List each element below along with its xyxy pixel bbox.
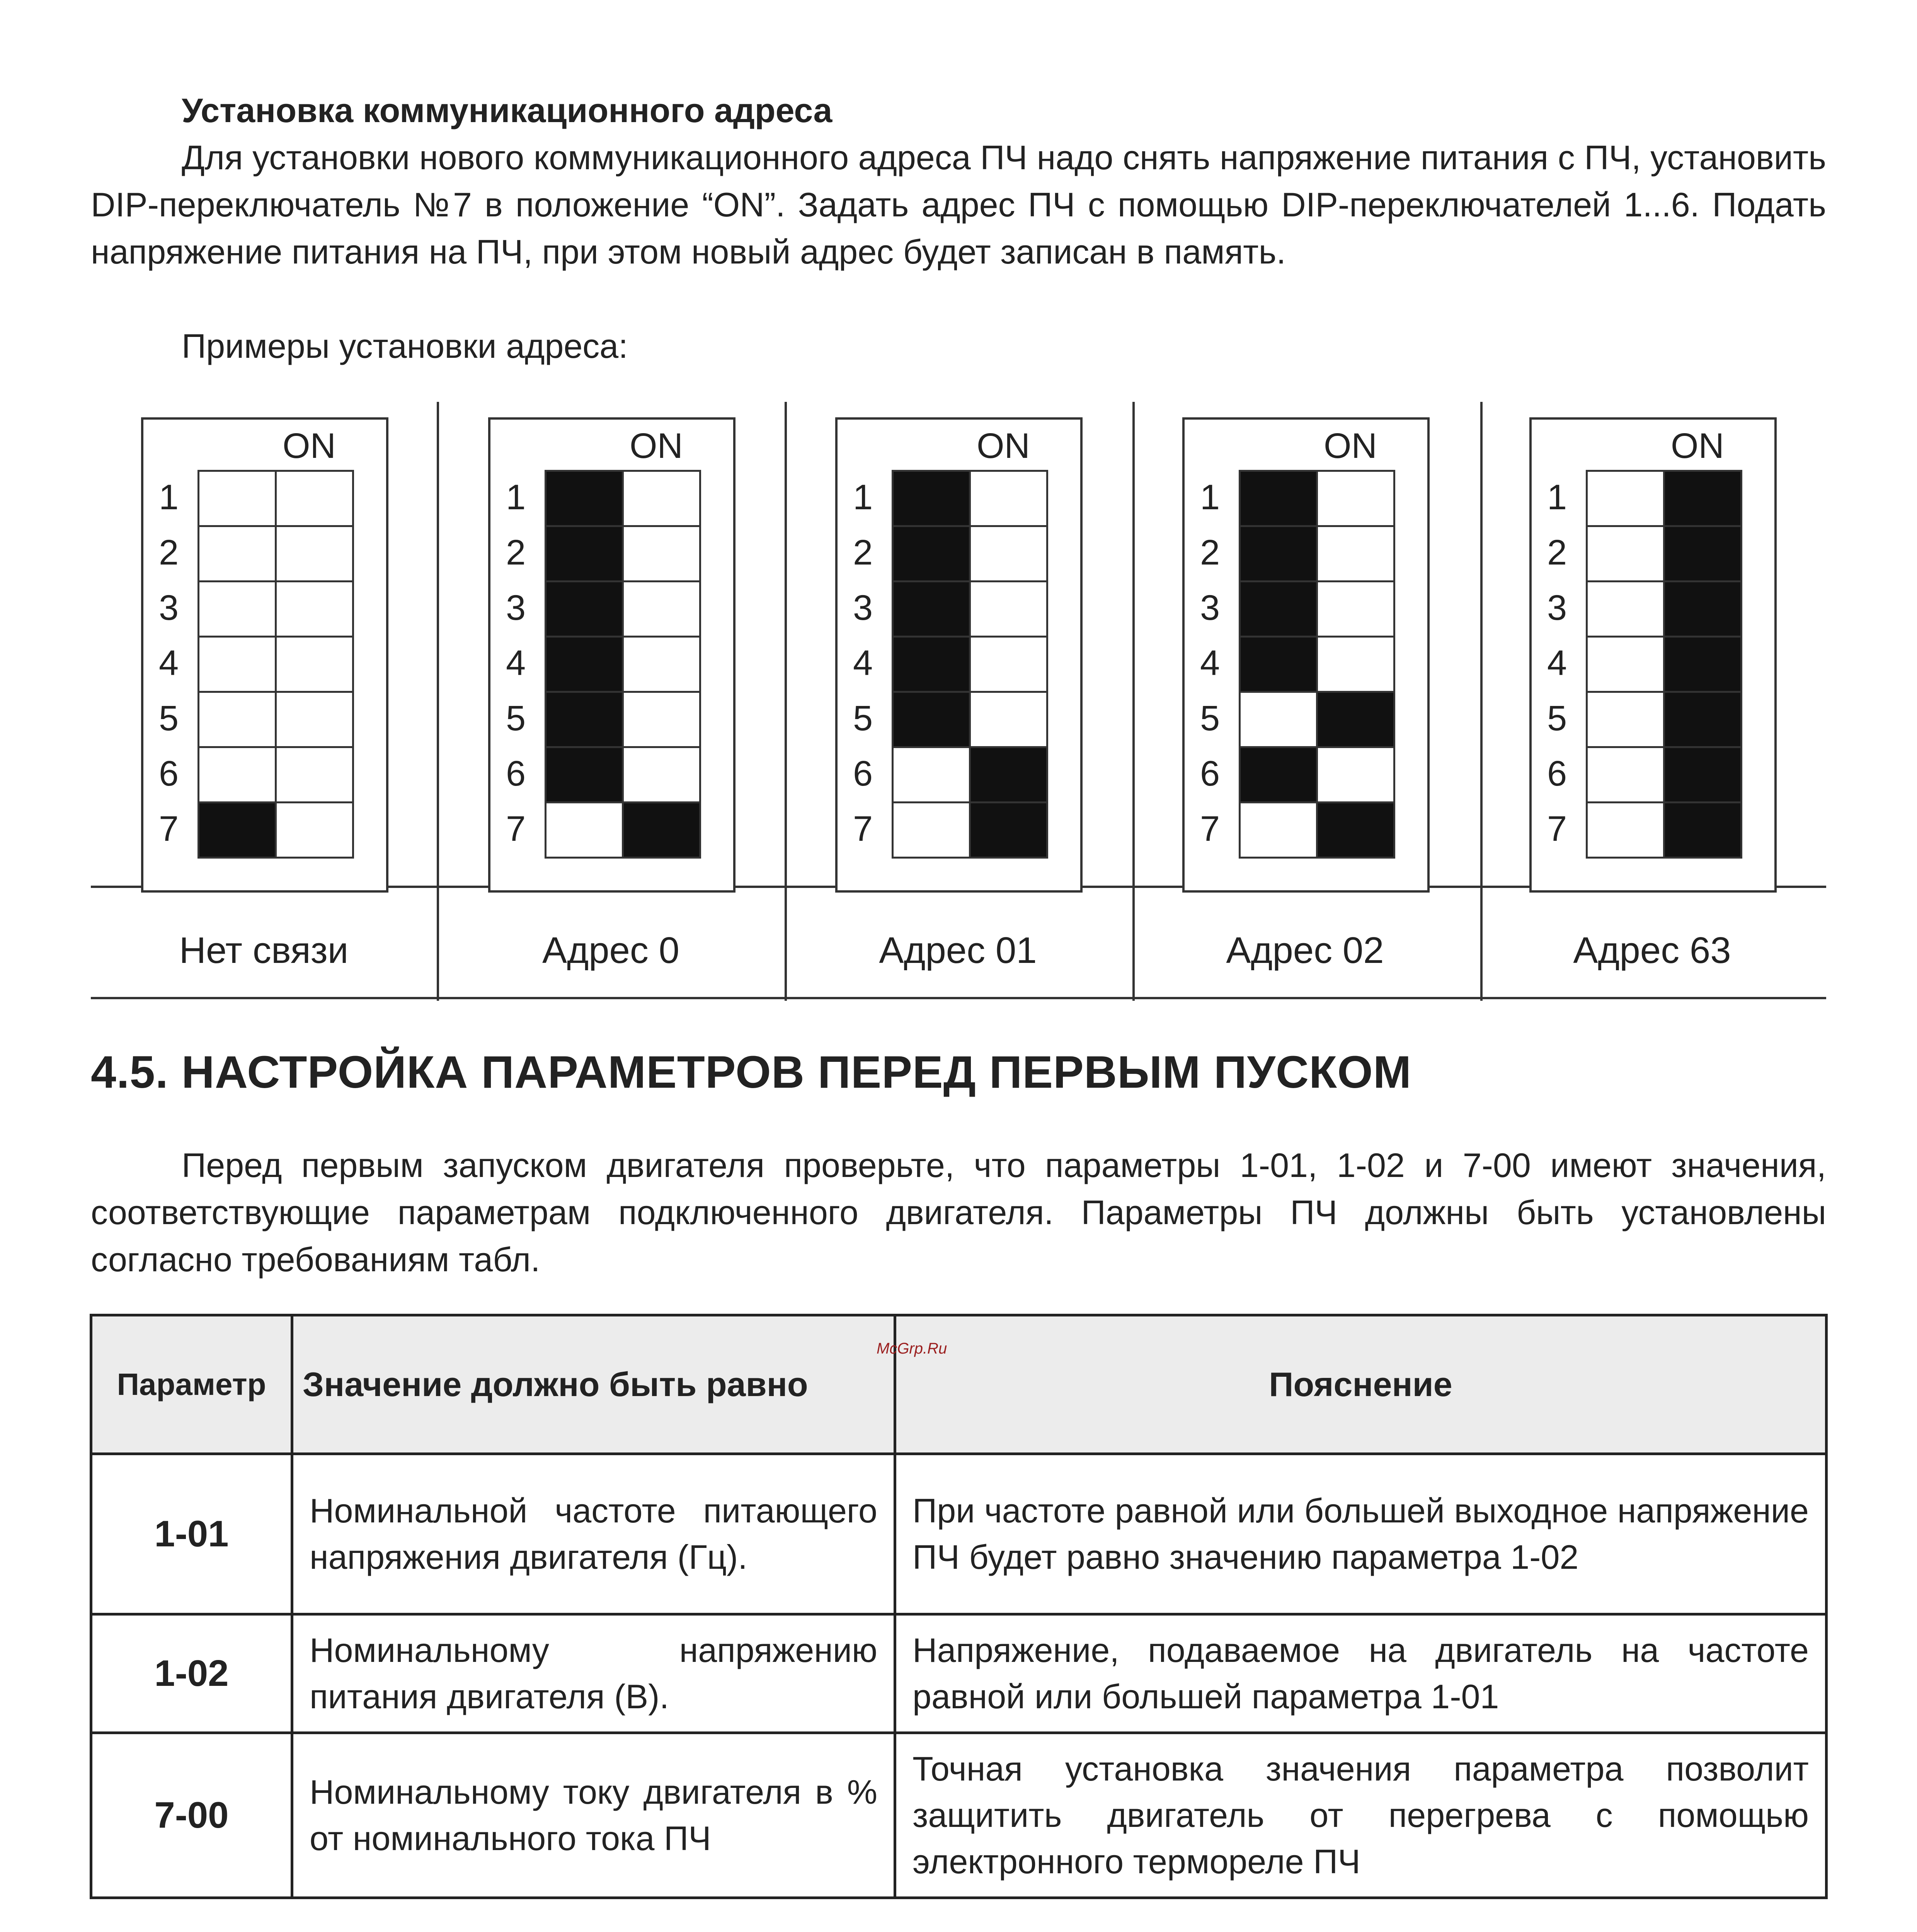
dip-switch-grid — [892, 470, 1048, 859]
dip-switch-number: 6 — [1200, 754, 1220, 793]
dip-switch-number: 3 — [506, 588, 526, 628]
section-intro: Перед первым запуском двигателя проверьте, что параметры 1-01, 1-02 и 7-00 имеют значения, соответствующие параметрам подключенного двигателя. Параметры ПЧ должны быть установлены согласно требованиям табл. — [91, 1146, 1826, 1279]
dip-cell-empty — [546, 803, 624, 859]
dip-cell-filled — [1241, 582, 1318, 638]
dip-switch-numbers — [159, 470, 179, 857]
dip-cell-empty — [1588, 582, 1665, 638]
dip-switch-number: 5 — [506, 699, 526, 738]
figure-bottom-rule — [91, 997, 1826, 999]
dip-switch-number: 1 — [853, 478, 873, 517]
dip-cell-empty — [624, 527, 701, 582]
header-parameter: Параметр — [91, 1315, 292, 1454]
dip-cell-empty — [624, 748, 701, 803]
dip-cell-empty — [277, 472, 354, 527]
dip-switch-number: 6 — [506, 754, 526, 793]
dip-cell-empty — [1588, 748, 1665, 803]
dip-switch-number: 1 — [506, 478, 526, 517]
dip-cell-empty — [894, 748, 971, 803]
dip-cell-empty — [1318, 472, 1395, 527]
dip-switch-number: 3 — [1547, 588, 1567, 628]
dip-cell-filled — [1318, 693, 1395, 748]
dip-cell-empty — [277, 582, 354, 638]
dip-cell-filled — [199, 803, 277, 859]
dip-cell-filled — [894, 527, 971, 582]
comm-address-paragraph: Для установки нового коммуникационного адреса ПЧ надо снять напряжение питания с ПЧ, установить DIP-переключатель №7 в положение “ON”. Задать адрес ПЧ с помощью DIP-переключателей 1...6. Подать напряжение питания на ПЧ, при этом новый адрес будет записан в память. — [91, 138, 1826, 271]
dip-switch-number: 6 — [159, 754, 179, 793]
param-note: При частоте равной или большей выходное напряжение ПЧ будет равно значению параметра 1-02 — [895, 1454, 1827, 1614]
dip-switch-number: 3 — [853, 588, 873, 628]
dip-switch-grid — [197, 470, 354, 859]
dip-switch-number: 7 — [159, 809, 179, 849]
dip-cell-filled — [1665, 748, 1742, 803]
dip-switch-number: 3 — [1200, 588, 1220, 628]
dip-switch-number: 4 — [159, 643, 179, 683]
dip-cell-empty — [1318, 748, 1395, 803]
dip-example-label: Нет связи — [179, 930, 349, 971]
dip-switch-numbers — [506, 470, 526, 857]
dip-cell-filled — [1665, 582, 1742, 638]
dip-cell-empty — [971, 472, 1048, 527]
figure-separator — [1480, 402, 1483, 1001]
dip-cell-filled — [1241, 472, 1318, 527]
dip-cell-empty — [624, 472, 701, 527]
dip-cell-filled — [546, 582, 624, 638]
dip-cell-empty — [199, 748, 277, 803]
figure-separator — [785, 402, 787, 1001]
dip-cell-empty — [277, 693, 354, 748]
dip-cell-empty — [971, 638, 1048, 693]
figure-separator — [437, 402, 439, 1001]
dip-cell-filled — [624, 803, 701, 859]
dip-switch-number: 5 — [159, 699, 179, 738]
dip-cell-filled — [894, 582, 971, 638]
dip-cell-filled — [971, 748, 1048, 803]
comm-address-heading: Установка коммуникационного адреса — [182, 91, 833, 129]
dip-cell-empty — [1318, 582, 1395, 638]
parameter-table — [90, 1314, 1828, 1899]
dip-switch-number: 5 — [1200, 699, 1220, 738]
table-header-row — [91, 1315, 1827, 1454]
dip-switch-number: 1 — [1200, 478, 1220, 517]
dip-on-label: ON — [977, 426, 1030, 466]
dip-cell-filled — [1665, 638, 1742, 693]
dip-switch-number: 6 — [1547, 754, 1567, 793]
dip-cell-empty — [199, 582, 277, 638]
dip-switch-number: 4 — [853, 643, 873, 683]
dip-cell-empty — [1588, 472, 1665, 527]
dip-cell-empty — [199, 527, 277, 582]
dip-cell-empty — [624, 693, 701, 748]
dip-switch-block — [1529, 417, 1777, 893]
param-value: Номинальной частоте питающего напряжения двигателя (Гц). — [292, 1454, 895, 1614]
watermark: McGrp.Ru — [877, 1340, 947, 1357]
dip-example-label: Адрес 63 — [1573, 930, 1731, 971]
section-heading: 4.5. НАСТРОЙКА ПАРАМЕТРОВ ПЕРЕД ПЕРВЫМ ПУСКОМ — [91, 1047, 1412, 1098]
dip-switch-number: 7 — [1547, 809, 1567, 849]
dip-cell-empty — [894, 803, 971, 859]
dip-cell-empty — [1318, 527, 1395, 582]
dip-cell-filled — [1241, 748, 1318, 803]
dip-switch-number: 2 — [853, 533, 873, 572]
dip-switch-number: 5 — [1547, 699, 1567, 738]
dip-switch-number: 2 — [1200, 533, 1220, 572]
dip-cell-empty — [1241, 803, 1318, 859]
dip-cell-filled — [1665, 693, 1742, 748]
dip-cell-empty — [199, 638, 277, 693]
param-value: Номинальному напряжению питания двигателя (В). — [292, 1614, 895, 1733]
dip-cell-empty — [1588, 803, 1665, 859]
dip-switch-block — [1182, 417, 1430, 893]
dip-cell-empty — [971, 582, 1048, 638]
table-row — [91, 1614, 1827, 1733]
dip-switch-grid — [545, 470, 701, 859]
dip-cell-empty — [277, 638, 354, 693]
dip-cell-filled — [894, 638, 971, 693]
dip-cell-empty — [971, 693, 1048, 748]
dip-cell-filled — [1665, 472, 1742, 527]
dip-cell-filled — [1665, 527, 1742, 582]
dip-switch-number: 7 — [853, 809, 873, 849]
dip-switch-number: 5 — [853, 699, 873, 738]
dip-switch-number: 4 — [1200, 643, 1220, 683]
param-value: Номинальному току двигателя в % от номинального тока ПЧ — [292, 1733, 895, 1898]
dip-switch-block — [835, 417, 1083, 893]
dip-example-label: Адрес 02 — [1226, 930, 1384, 971]
dip-cell-empty — [199, 693, 277, 748]
dip-switch-grid — [1586, 470, 1742, 859]
dip-switch-number: 1 — [1547, 478, 1567, 517]
param-code: 7-00 — [91, 1733, 292, 1898]
dip-cell-filled — [1241, 527, 1318, 582]
dip-cell-empty — [1588, 527, 1665, 582]
dip-switch-number: 3 — [159, 588, 179, 628]
dip-switch-number: 7 — [506, 809, 526, 849]
dip-example-label: Адрес 01 — [879, 930, 1037, 971]
dip-cell-empty — [277, 803, 354, 859]
param-code: 1-01 — [91, 1454, 292, 1614]
dip-cell-empty — [624, 582, 701, 638]
dip-cell-filled — [1241, 638, 1318, 693]
dip-on-label: ON — [1671, 426, 1724, 466]
dip-on-label: ON — [283, 426, 336, 466]
dip-cell-empty — [277, 748, 354, 803]
dip-switch-block — [141, 417, 388, 893]
dip-on-label: ON — [1324, 426, 1377, 466]
dip-cell-empty — [1588, 693, 1665, 748]
dip-switch-number: 1 — [159, 478, 179, 517]
dip-cell-filled — [1665, 803, 1742, 859]
examples-intro: Примеры установки адреса: — [182, 327, 628, 365]
dip-example-label: Адрес 0 — [542, 930, 679, 971]
dip-cell-empty — [1318, 638, 1395, 693]
dip-switch-number: 7 — [1200, 809, 1220, 849]
dip-cell-filled — [546, 638, 624, 693]
dip-switch-number: 6 — [853, 754, 873, 793]
dip-cell-empty — [1241, 693, 1318, 748]
dip-cell-empty — [971, 527, 1048, 582]
dip-on-label: ON — [630, 426, 683, 466]
param-note: Напряжение, подаваемое на двигатель на частоте равной или большей параметра 1-01 — [895, 1614, 1827, 1733]
dip-cell-filled — [894, 693, 971, 748]
dip-switch-number: 2 — [1547, 533, 1567, 572]
param-note: Точная установка значения параметра позволит защитить двигатель от перегрева с помощью электронного термореле ПЧ — [895, 1733, 1827, 1898]
dip-switch-number: 2 — [159, 533, 179, 572]
dip-cell-filled — [546, 527, 624, 582]
dip-cell-filled — [971, 803, 1048, 859]
header-explanation: Пояснение — [895, 1315, 1827, 1454]
dip-cell-filled — [1318, 803, 1395, 859]
dip-switch-number: 4 — [506, 643, 526, 683]
dip-switch-number: 2 — [506, 533, 526, 572]
table-row — [91, 1454, 1827, 1614]
dip-switch-numbers — [1547, 470, 1567, 857]
dip-cell-empty — [199, 472, 277, 527]
figure-separator — [1132, 402, 1135, 1001]
dip-cell-empty — [277, 527, 354, 582]
dip-cell-empty — [624, 638, 701, 693]
dip-switch-number: 4 — [1547, 643, 1567, 683]
dip-cell-empty — [1588, 638, 1665, 693]
table-row — [91, 1733, 1827, 1898]
dip-switch-numbers — [1200, 470, 1220, 857]
header-value: Значение должно быть равно — [292, 1315, 895, 1454]
dip-cell-filled — [894, 472, 971, 527]
dip-switch-numbers — [853, 470, 873, 857]
dip-cell-filled — [546, 693, 624, 748]
dip-switch-grid — [1239, 470, 1395, 859]
dip-switch-block — [488, 417, 735, 893]
dip-cell-filled — [546, 472, 624, 527]
dip-examples-figure — [91, 402, 1826, 1001]
dip-cell-filled — [546, 748, 624, 803]
param-code: 1-02 — [91, 1614, 292, 1733]
